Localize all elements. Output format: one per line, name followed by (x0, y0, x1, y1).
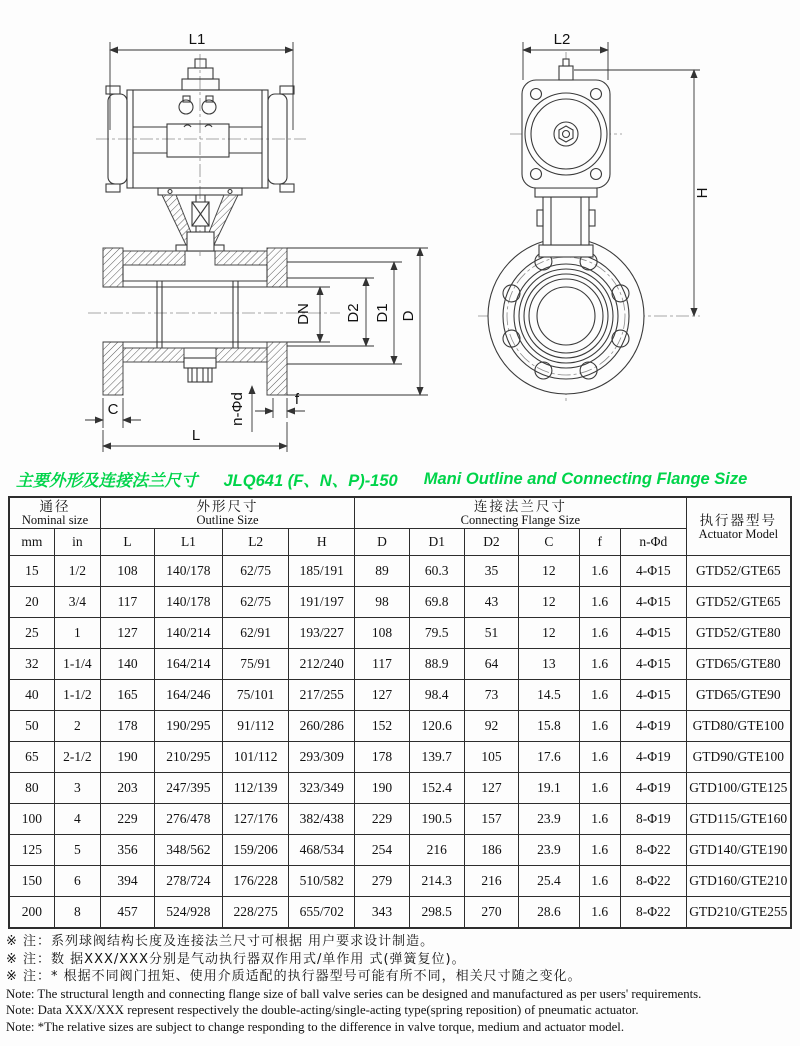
note-line: Note: Data XXX/XXX represent respectively the double-acting/single-acting type(spring reposition) of pneumatic actuator. (6, 1003, 639, 1017)
table-cell: 75/101 (222, 680, 288, 711)
table-cell: 394 (100, 866, 154, 897)
table-row (9, 649, 791, 680)
table-cell: 4-Φ15 (620, 680, 686, 711)
note-line: ※ 注：系列球阀结构长度及连接法兰尺寸可根据 用户要求设计制造。 (6, 934, 435, 949)
table-cell: 62/75 (222, 556, 288, 587)
table-cell: GTD140/GTE190 (686, 835, 791, 866)
table-cell: 1-1/4 (54, 649, 100, 680)
group-header-outline (100, 497, 354, 529)
table-cell: 65 (9, 742, 54, 773)
column-header-row (9, 529, 791, 556)
table-cell: GTD160/GTE210 (686, 866, 791, 897)
dim-label-d: D (400, 310, 417, 322)
table-cell: 140 (100, 649, 154, 680)
table-cell: 4-Φ19 (620, 742, 686, 773)
table-cell: 193/227 (289, 618, 355, 649)
table-cell: 457 (100, 897, 154, 929)
group-label-cn: 外形尺寸 (196, 499, 259, 514)
table-cell: 228/275 (222, 897, 288, 929)
table-cell: 1.6 (579, 680, 620, 711)
table-cell: 343 (355, 897, 410, 929)
table-cell: 1.6 (579, 649, 620, 680)
side-view (478, 31, 711, 404)
table-cell: 125 (9, 835, 54, 866)
table-cell: 112/139 (222, 773, 288, 804)
dim-label-c: C (107, 401, 119, 418)
note-line: Note: The structural length and connecting flange size of ball valve series can be designed and manufactured as per users' requirements. (6, 986, 702, 1001)
table-cell: 117 (100, 587, 154, 618)
table-cell: 524/928 (154, 897, 222, 929)
table-cell: 80 (9, 773, 54, 804)
table-cell: GTD115/GTE160 (686, 804, 791, 835)
table-cell: 17.6 (519, 742, 579, 773)
table-cell: 356 (100, 835, 154, 866)
dim-label-d2: D2 (345, 303, 362, 323)
table-cell: 43 (464, 587, 519, 618)
table-cell: 1-1/2 (54, 680, 100, 711)
table-cell: 164/246 (154, 680, 222, 711)
table-cell: 200 (9, 897, 54, 929)
table-cell: 127 (464, 773, 519, 804)
dim-label-h: H (694, 187, 711, 199)
note-line: Note: *The relative sizes are subject to change responding to the difference in valve torque, medium and actuator model. (6, 1019, 625, 1034)
table-cell: 6 (54, 866, 100, 897)
table-row (9, 773, 791, 804)
table-cell: 64 (464, 649, 519, 680)
table-row (9, 556, 791, 587)
table-cell: 1.6 (579, 618, 620, 649)
table-cell: 229 (355, 804, 410, 835)
column-header: f (579, 529, 620, 556)
table-cell: 247/395 (154, 773, 222, 804)
table-row (9, 618, 791, 649)
table-cell: 4 (54, 804, 100, 835)
table-cell: 4-Φ15 (620, 649, 686, 680)
table-cell: GTD65/GTE90 (686, 680, 791, 711)
column-header: in (54, 529, 100, 556)
table-cell: 468/534 (289, 835, 355, 866)
table-cell: 15.8 (519, 711, 579, 742)
table-cell: 214.3 (409, 866, 464, 897)
table-cell: 3/4 (54, 587, 100, 618)
table-cell: 178 (100, 711, 154, 742)
table-cell: 5 (54, 835, 100, 866)
table-row (9, 711, 791, 742)
column-header: L (100, 529, 154, 556)
column-header: L2 (222, 529, 288, 556)
table-cell: 40 (9, 680, 54, 711)
table-cell: 229 (100, 804, 154, 835)
column-header: D1 (409, 529, 464, 556)
table-cell: 127 (100, 618, 154, 649)
table-cell: 382/438 (289, 804, 355, 835)
table-cell: 217/255 (289, 680, 355, 711)
table-cell: 15 (9, 556, 54, 587)
table-row (9, 897, 791, 929)
table-cell: 323/349 (289, 773, 355, 804)
table-row (9, 835, 791, 866)
table-cell: 32 (9, 649, 54, 680)
table-row (9, 680, 791, 711)
table-cell: 8-Φ19 (620, 804, 686, 835)
group-label-en: Connecting Flange Size (460, 513, 581, 527)
table-cell: 4-Φ15 (620, 618, 686, 649)
front-view (85, 31, 428, 452)
table-cell: 12 (519, 556, 579, 587)
table-cell: 100 (9, 804, 54, 835)
table-cell: GTD65/GTE80 (686, 649, 791, 680)
table-cell: 1.6 (579, 587, 620, 618)
table-cell: 212/240 (289, 649, 355, 680)
table-cell: 23.9 (519, 835, 579, 866)
column-header: n-Φd (620, 529, 686, 556)
table-cell: 73 (464, 680, 519, 711)
table-cell: 51 (464, 618, 519, 649)
section-title (0, 462, 800, 496)
table-cell: 50 (9, 711, 54, 742)
table-cell: 28.6 (519, 897, 579, 929)
table-cell: 12 (519, 618, 579, 649)
table-cell: 216 (409, 835, 464, 866)
table-cell: 157 (464, 804, 519, 835)
dim-label-f: f (294, 391, 300, 408)
table-cell: 98.4 (409, 680, 464, 711)
table-cell: GTD210/GTE255 (686, 897, 791, 929)
table-cell: 1/2 (54, 556, 100, 587)
table-cell: 20 (9, 587, 54, 618)
table-cell: 348/562 (154, 835, 222, 866)
table-cell: 127/176 (222, 804, 288, 835)
table-body (9, 556, 791, 929)
table-cell: 1.6 (579, 773, 620, 804)
table-row (9, 587, 791, 618)
table-cell: 293/309 (289, 742, 355, 773)
table-cell: 150 (9, 866, 54, 897)
table-cell: 140/178 (154, 556, 222, 587)
group-label-en: Nominal size (21, 513, 89, 527)
group-label-cn: 通径 (39, 499, 71, 514)
table-cell: 1 (54, 618, 100, 649)
table-cell: 3 (54, 773, 100, 804)
table-cell: 75/91 (222, 649, 288, 680)
table-cell: 270 (464, 897, 519, 929)
group-label-en: Outline Size (196, 513, 259, 527)
table-row (9, 742, 791, 773)
title-english: Mani Outline and Connecting Flange Size (423, 469, 748, 488)
table-cell: 190/295 (154, 711, 222, 742)
table-cell: 185/191 (289, 556, 355, 587)
dim-label-l2: L2 (553, 31, 571, 48)
table-cell: 655/702 (289, 897, 355, 929)
group-header-flange (355, 497, 687, 529)
table-cell: 279 (355, 866, 410, 897)
table-cell: 2 (54, 711, 100, 742)
table-cell: 210/295 (154, 742, 222, 773)
table-cell: 190 (355, 773, 410, 804)
table-cell: 176/228 (222, 866, 288, 897)
table-cell: 105 (464, 742, 519, 773)
table-cell: 92 (464, 711, 519, 742)
dimension-table (8, 496, 792, 929)
table-cell: 4-Φ15 (620, 556, 686, 587)
column-header: mm (9, 529, 54, 556)
table-cell: 79.5 (409, 618, 464, 649)
dim-label-l: L (191, 427, 201, 444)
table-cell: 203 (100, 773, 154, 804)
table-cell: 8 (54, 897, 100, 929)
column-header: H (289, 529, 355, 556)
table-cell: 127 (355, 680, 410, 711)
table-cell: 140/214 (154, 618, 222, 649)
group-label-en: Actuator Model (698, 526, 779, 541)
table-cell: 25 (9, 618, 54, 649)
table-cell: 152.4 (409, 773, 464, 804)
table-cell: 117 (355, 649, 410, 680)
valve-drawing (0, 0, 800, 462)
table-cell: 108 (100, 556, 154, 587)
table-row (9, 804, 791, 835)
table-cell: 1.6 (579, 556, 620, 587)
table-cell: 62/91 (222, 618, 288, 649)
table-cell: 186 (464, 835, 519, 866)
note-line: ※ 注：数 据XXX/XXX分别是气动执行器双作用式/单作用 式(弹簧复位)。 (6, 951, 466, 967)
dim-label-dn: DN (295, 303, 312, 325)
table-cell: 191/197 (289, 587, 355, 618)
table-cell: 60.3 (409, 556, 464, 587)
title-chinese: 主要外形及连接法兰尺寸 (16, 472, 198, 490)
table-cell: 8-Φ22 (620, 866, 686, 897)
group-label-cn: 连接法兰尺寸 (473, 499, 567, 514)
group-header-actuator (686, 497, 791, 556)
table-cell: 178 (355, 742, 410, 773)
table-cell: 1.6 (579, 742, 620, 773)
table-cell: GTD90/GTE100 (686, 742, 791, 773)
table-cell: 159/206 (222, 835, 288, 866)
table-cell: GTD52/GTE65 (686, 556, 791, 587)
table-cell: 260/286 (289, 711, 355, 742)
table-cell: 190 (100, 742, 154, 773)
table-cell: 19.1 (519, 773, 579, 804)
table-cell: 510/582 (289, 866, 355, 897)
column-header: C (519, 529, 579, 556)
table-cell: 12 (519, 587, 579, 618)
table-cell: 4-Φ19 (620, 773, 686, 804)
group-header-nominal (9, 497, 100, 529)
table-cell: 62/75 (222, 587, 288, 618)
title-model: JLQ641 (F、N、P)-150 (223, 472, 398, 490)
group-header-row (9, 497, 791, 529)
table-cell: 4-Φ19 (620, 711, 686, 742)
table-cell: 120.6 (409, 711, 464, 742)
table-cell: 101/112 (222, 742, 288, 773)
table-cell: GTD52/GTE65 (686, 587, 791, 618)
table-cell: 140/178 (154, 587, 222, 618)
table-cell: 25.4 (519, 866, 579, 897)
table-cell: 108 (355, 618, 410, 649)
table-cell: 1.6 (579, 711, 620, 742)
table-cell: 190.5 (409, 804, 464, 835)
table-cell: 2-1/2 (54, 742, 100, 773)
table-cell: 216 (464, 866, 519, 897)
table-cell: GTD100/GTE125 (686, 773, 791, 804)
table-cell: 8-Φ22 (620, 835, 686, 866)
column-header: L1 (154, 529, 222, 556)
note-line: ※ 注：* 根据不同阀门扭矩、使用介质适配的执行器型号可能有所不同，相关尺寸随之变化。 (6, 969, 582, 984)
dim-label-n-phi-d: n-Φd (229, 392, 246, 426)
table-cell: 14.5 (519, 680, 579, 711)
table-cell: 4-Φ15 (620, 587, 686, 618)
table-cell: 278/724 (154, 866, 222, 897)
table-cell: 23.9 (519, 804, 579, 835)
table-cell: GTD80/GTE100 (686, 711, 791, 742)
table-cell: 254 (355, 835, 410, 866)
table-cell: 152 (355, 711, 410, 742)
table-cell: 69.8 (409, 587, 464, 618)
table-cell: GTD52/GTE80 (686, 618, 791, 649)
table-row (9, 866, 791, 897)
group-label-cn: 执行器型号 (699, 512, 778, 528)
column-header: D (355, 529, 410, 556)
table-cell: 1.6 (579, 897, 620, 929)
table-cell: 35 (464, 556, 519, 587)
table-cell: 89 (355, 556, 410, 587)
column-header: D2 (464, 529, 519, 556)
dim-label-d1: D1 (374, 303, 391, 323)
notes-section (6, 933, 794, 1035)
table-cell: 165 (100, 680, 154, 711)
table-cell: 276/478 (154, 804, 222, 835)
table-cell: 13 (519, 649, 579, 680)
table-cell: 8-Φ22 (620, 897, 686, 929)
dim-label-l1: L1 (188, 31, 206, 48)
table-cell: 1.6 (579, 804, 620, 835)
table-cell: 1.6 (579, 866, 620, 897)
table-cell: 1.6 (579, 835, 620, 866)
table-cell: 88.9 (409, 649, 464, 680)
table-cell: 98 (355, 587, 410, 618)
table-cell: 164/214 (154, 649, 222, 680)
table-cell: 91/112 (222, 711, 288, 742)
table-cell: 139.7 (409, 742, 464, 773)
table-cell: 298.5 (409, 897, 464, 929)
